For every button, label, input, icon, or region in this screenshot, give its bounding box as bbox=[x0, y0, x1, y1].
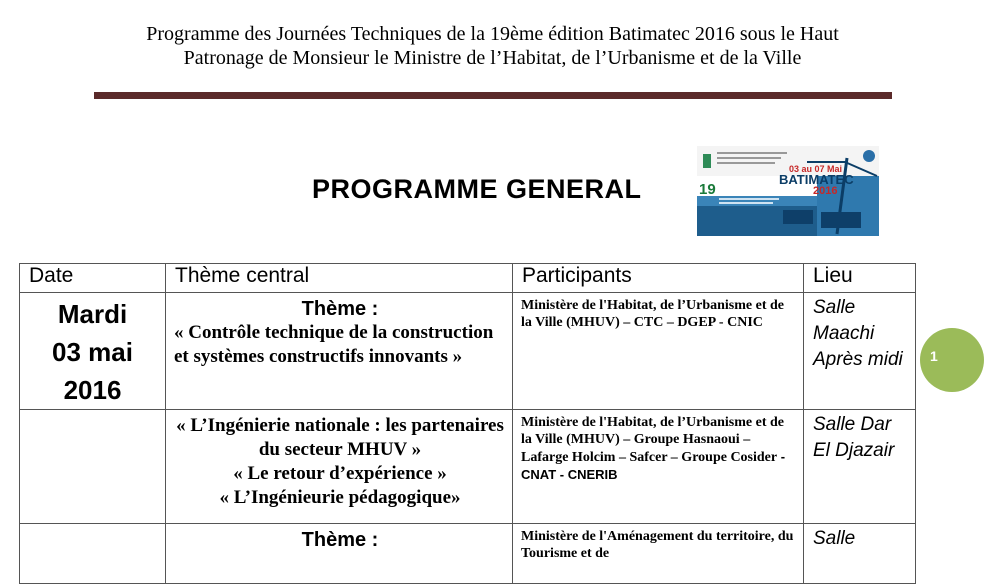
table-row bbox=[20, 524, 916, 584]
lieu-line: Salle bbox=[813, 528, 856, 549]
lieu-cell bbox=[804, 293, 916, 410]
logo-edition: 19 bbox=[699, 181, 716, 198]
participants-text: Ministère de l'Habitat, de l’Urbanisme et de la Ville (MHUV) – Groupe Hasnaoui – Lafarge Holcim – Safcer – Groupe Cosider bbox=[521, 415, 784, 465]
logo-year: 2016 bbox=[813, 185, 838, 197]
theme-label: Thème : bbox=[301, 298, 379, 320]
table-row bbox=[20, 410, 916, 524]
date-cell-empty bbox=[20, 410, 166, 524]
header-date: Date bbox=[20, 264, 166, 293]
logo-name: BATIMATEC bbox=[779, 172, 854, 187]
header-line-1: Programme des Journées Techniques de la 19ème édition Batimatec 2016 sous le Haut bbox=[146, 23, 839, 45]
date-year: 2016 bbox=[63, 375, 122, 405]
date-day: Mardi bbox=[57, 299, 128, 329]
programme-table bbox=[19, 263, 916, 584]
lieu-cell bbox=[804, 410, 916, 524]
theme-text: « L’Ingénierie nationale : les partenaires du secteur MHUV » bbox=[176, 415, 504, 460]
lieu-line: Salle Dar bbox=[813, 414, 892, 435]
participants-text-sans: - CNAT - CNERIB bbox=[521, 449, 786, 482]
theme-text: « Contrôle technique de la construction et systèmes constructifs innovants » bbox=[174, 322, 494, 367]
header-line-2: Patronage de Monsieur le Ministre de l’Habitat, de l’Urbanisme et de la Ville bbox=[183, 47, 802, 69]
date-month: 03 mai bbox=[52, 337, 133, 367]
theme-cell bbox=[166, 524, 513, 584]
participants-cell: Ministère de l'Aménagement du territoire, du Tourisme et de bbox=[513, 524, 804, 584]
lieu-line: El Djazair bbox=[813, 440, 895, 461]
page-number-badge bbox=[920, 328, 984, 392]
document-header bbox=[0, 22, 985, 70]
page-number: 1 bbox=[930, 348, 938, 364]
theme-text: « L’Ingénieurie pédagogique» bbox=[219, 487, 461, 508]
programme-title: PROGRAMME GENERAL bbox=[312, 174, 642, 204]
date-cell-empty bbox=[20, 524, 166, 584]
theme-text: « Le retour d’expérience » bbox=[233, 463, 447, 484]
participants-cell: Ministère de l'Habitat, de l’Urbanisme et de la Ville (MHUV) – CTC – DGEP - CNIC bbox=[513, 293, 804, 410]
theme-cell bbox=[166, 410, 513, 524]
table-row bbox=[20, 293, 916, 410]
lieu-line: Après midi bbox=[813, 349, 903, 370]
header-theme: Thème central bbox=[166, 264, 513, 293]
lieu-line: Salle bbox=[813, 297, 856, 318]
theme-label: Thème : bbox=[301, 529, 379, 551]
lieu-line: Maachi bbox=[813, 323, 875, 344]
participants-cell bbox=[513, 410, 804, 524]
logo-dates: 03 au 07 Mai bbox=[789, 164, 843, 174]
table-header-row bbox=[20, 264, 916, 293]
batimatec-logo bbox=[697, 146, 879, 236]
date-cell bbox=[20, 293, 166, 410]
header-lieu: Lieu bbox=[804, 264, 916, 293]
lieu-cell bbox=[804, 524, 916, 584]
header-participants: Participants bbox=[513, 264, 804, 293]
theme-cell bbox=[166, 293, 513, 410]
header-divider bbox=[94, 92, 892, 99]
